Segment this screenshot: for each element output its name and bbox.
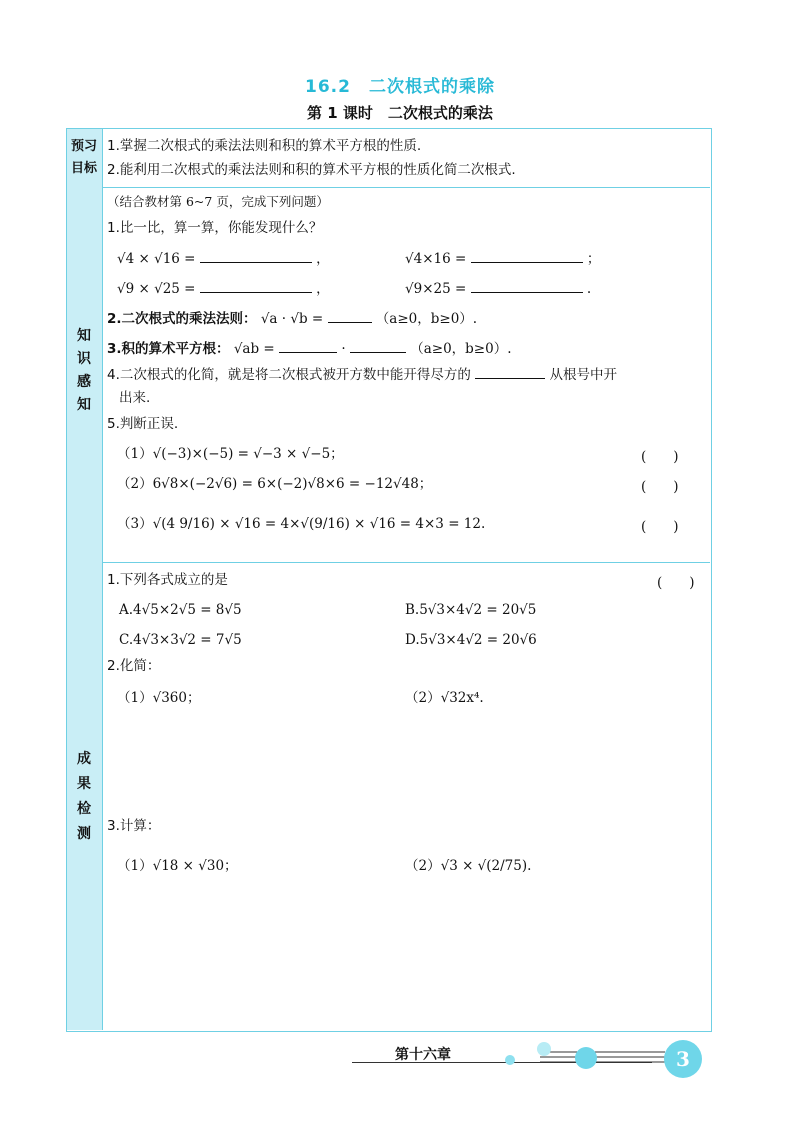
results-sidebar — [67, 562, 103, 1030]
results-label-4: 测 — [77, 826, 91, 842]
option-c[interactable]: C.4√3×3√2 = 7√5 — [119, 632, 242, 648]
answer-blank[interactable] — [200, 249, 312, 263]
answer-blank[interactable] — [350, 339, 406, 353]
q2-prefix: 2.二次根式的乘法法则： — [107, 311, 257, 327]
option-a[interactable]: A.4√5×2√5 = 8√5 — [119, 602, 242, 618]
preview-sidebar — [67, 129, 103, 187]
q5-item-3: （3）√(4 9/16) × √16 = 4×√(9/16) × √16 = 4×3 = 12. — [117, 516, 486, 532]
q1-sep: ， — [316, 251, 330, 267]
knowledge-q4 — [107, 365, 617, 384]
q2-expr: √a · √b = — [260, 311, 324, 327]
q1-expr-d — [405, 279, 591, 298]
q2-item-2: （2）√32x⁴. — [405, 690, 484, 706]
worksheet-frame — [66, 128, 712, 1032]
footer-decoration-icon — [500, 1038, 670, 1078]
knowledge-label-1: 知 — [77, 328, 91, 344]
answer-paren[interactable]: ( ) — [641, 449, 679, 465]
knowledge-intro: （结合教材第 6~7 页，完成下列问题） — [107, 194, 329, 209]
answer-blank[interactable] — [471, 279, 583, 293]
answer-blank[interactable] — [475, 365, 545, 379]
results-label-1: 成 — [77, 751, 91, 767]
q3-expr: √ab = — [233, 341, 275, 357]
results-label-3: 检 — [77, 801, 91, 817]
knowledge-q1: 1.比一比，算一算，你能发现什么？ — [107, 220, 323, 236]
knowledge-q2 — [107, 309, 477, 328]
q4-line1: 4.二次根式的化简，就是将二次根式被开方数中能开得尽方的 — [107, 367, 471, 383]
q4-line1-end: 从根号中开 — [549, 367, 617, 383]
q1-expr-a — [117, 249, 330, 268]
answer-paren[interactable]: ( ) — [641, 479, 679, 495]
answer-blank[interactable] — [200, 279, 312, 293]
page-number: 3 — [664, 1040, 702, 1078]
q3-item-1: （1）√18 × √30； — [117, 858, 238, 874]
q2-cond: （a≥0，b≥0）. — [375, 311, 478, 327]
q1-expr-d-text: √9×25 = — [405, 281, 467, 297]
q2-item-1: （1）√360； — [117, 690, 201, 706]
lesson-title: 第 1 课时 二次根式的乘法 — [307, 104, 493, 122]
q3-prefix: 3.积的算术平方根： — [107, 341, 230, 357]
q5-item-1: （1）√(−3)×(−5) = √−3 × √−5； — [117, 446, 344, 462]
q1-expr-b — [405, 249, 600, 268]
q5-item-2: （2）6√8×(−2√6) = 6×(−2)√8×6 = −12√48； — [117, 476, 433, 492]
section-title: 16.2 二次根式的乘除 — [305, 77, 495, 97]
q1-sep: ， — [316, 281, 330, 297]
knowledge-q3 — [107, 339, 512, 358]
results-q1: 1.下列各式成立的是 — [107, 572, 228, 588]
knowledge-q4-line2: 出来. — [119, 390, 151, 406]
divider — [67, 187, 710, 188]
q3-item-2: （2）√3 × √(2/75). — [405, 858, 532, 874]
q1-expr-c — [117, 279, 330, 298]
answer-blank[interactable] — [471, 249, 583, 263]
q1-sep: . — [586, 281, 592, 297]
q1-expr-a-text: √4 × √16 = — [117, 251, 196, 267]
preview-goal-1: 1.掌握二次根式的乘法法则和积的算术平方根的性质. — [107, 138, 422, 154]
q1-expr-c-text: √9 × √25 = — [117, 281, 196, 297]
answer-blank[interactable] — [279, 339, 337, 353]
q3-dot: · — [341, 341, 346, 357]
q3-cond: （a≥0，b≥0）. — [410, 341, 512, 357]
knowledge-q5: 5.判断正误. — [107, 416, 179, 432]
preview-goal-2: 2.能利用二次根式的乘法法则和积的算术平方根的性质化简二次根式. — [107, 162, 516, 178]
option-d[interactable]: D.5√3×4√2 = 20√6 — [405, 632, 537, 648]
q1-sep: ； — [586, 251, 601, 267]
knowledge-label-4: 知 — [77, 397, 91, 413]
preview-label-1: 预习 — [70, 139, 97, 154]
q1-expr-b-text: √4×16 = — [405, 251, 467, 267]
preview-label-2: 目标 — [70, 161, 97, 176]
answer-paren[interactable]: ( ) — [641, 519, 679, 535]
answer-paren[interactable]: ( ) — [657, 575, 695, 591]
knowledge-label-3: 感 — [77, 374, 91, 390]
divider — [67, 562, 710, 563]
results-q2: 2.化简： — [107, 658, 161, 674]
results-label-2: 果 — [77, 776, 91, 792]
knowledge-sidebar — [67, 187, 103, 562]
chapter-label: 第十六章 — [395, 1047, 451, 1063]
results-q3: 3.计算： — [107, 818, 161, 834]
knowledge-label-2: 识 — [77, 351, 91, 367]
option-b[interactable]: B.5√3×4√2 = 20√5 — [405, 602, 537, 618]
answer-blank[interactable] — [328, 309, 372, 323]
